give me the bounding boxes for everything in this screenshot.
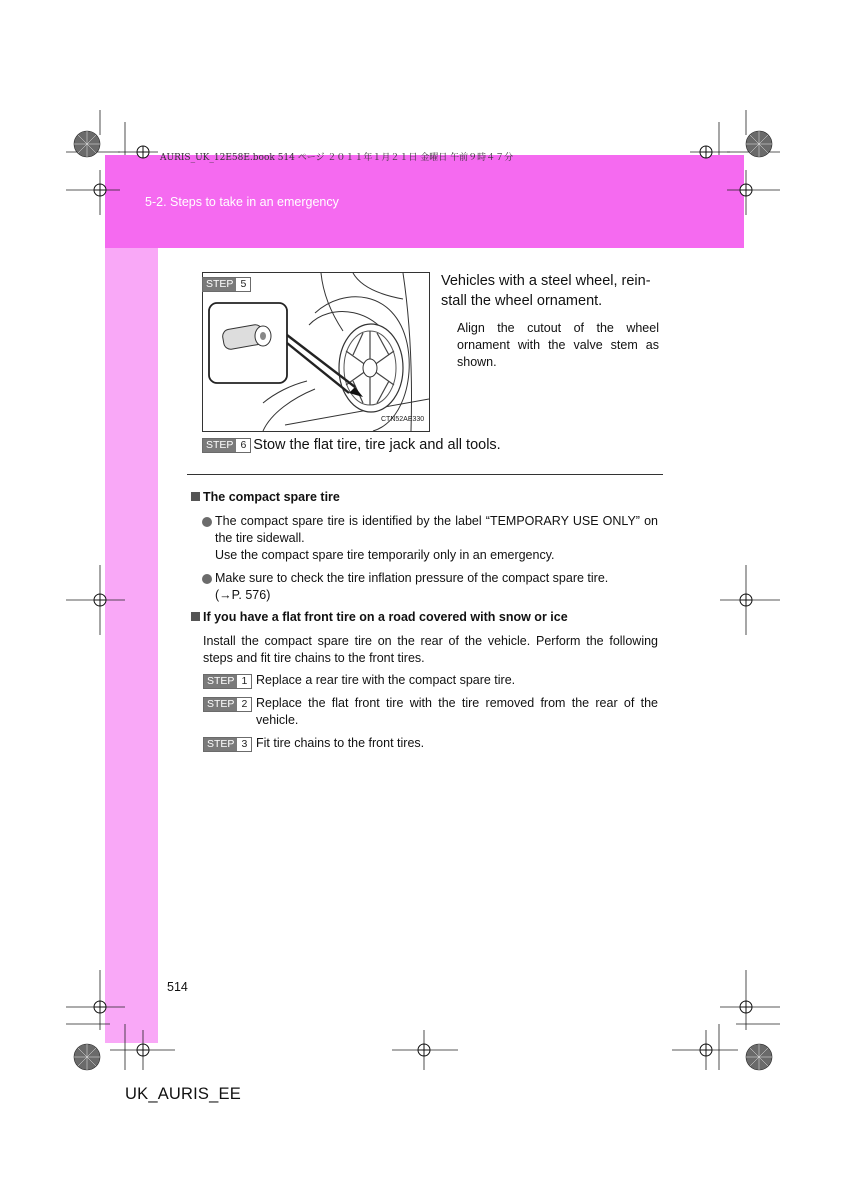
step-6-row	[202, 437, 501, 453]
flat-front-step	[203, 695, 658, 729]
step-number: 6	[240, 438, 247, 451]
flat-front-step	[203, 672, 658, 689]
flat-front-heading	[191, 610, 568, 624]
flat-front-step	[203, 735, 658, 752]
step-label: STEP	[204, 738, 237, 751]
figure-code: CTN52AE330	[381, 416, 425, 423]
step-label: STEP	[204, 698, 237, 711]
square-bullet-icon	[191, 492, 200, 501]
bullet-text: The compact spare tire is identified by the label “TEMPORARY USE ONLY” on the tire sidewall. Use the compact spare tire temporarily only in an emergency.	[215, 514, 658, 562]
bullet-dot-icon	[202, 517, 212, 527]
compact-spare-heading-text: The compact spare tire	[203, 490, 340, 504]
square-bullet-icon	[191, 612, 200, 621]
step-number: 3	[241, 738, 248, 750]
bullet-text: Make sure to check the tire inflation pressure of the compact spare tire. (→P. 576)	[215, 571, 609, 602]
flat-front-heading-text: If you have a flat front tire on a road covered with snow or ice	[203, 610, 568, 624]
compact-spare-bullet	[215, 570, 658, 604]
wheel-ornament-illustration	[203, 273, 429, 431]
step-5-badge	[202, 276, 251, 294]
step-label: STEP	[203, 439, 236, 452]
step-text: Fit tire chains to the front tires.	[256, 736, 425, 750]
section-title: 5-2. Steps to take in an emergency	[145, 195, 339, 209]
step-badge	[203, 674, 252, 689]
step-label: STEP	[203, 278, 236, 291]
bullet-dot-icon	[202, 574, 212, 584]
section-divider	[187, 474, 663, 475]
step-badge	[203, 737, 252, 752]
step-text: Replace the flat front tire with the tire removed from the rear of the vehicle.	[256, 696, 658, 727]
compact-spare-heading	[191, 490, 340, 504]
footer-code: UK_AURIS_EE	[125, 1085, 241, 1103]
step-number: 2	[241, 698, 248, 710]
step-number: 1	[241, 675, 248, 687]
wheel-ornament-figure	[202, 272, 430, 432]
flat-front-intro: Install the compact spare tire on the rear of the vehicle. Perform the following steps and fit tire chains to the front tires.	[203, 634, 658, 665]
step-text: Replace a rear tire with the compact spare tire.	[256, 673, 516, 687]
compact-spare-bullet	[215, 513, 658, 564]
step-6-badge	[202, 438, 251, 453]
page-number: 514	[167, 980, 188, 994]
step-5-heading: Vehicles with a steel wheel, rein-stall the wheel ornament.	[441, 273, 651, 309]
step-number: 5	[240, 278, 247, 291]
step-label: STEP	[204, 675, 237, 688]
step-6-text: Stow the flat tire, tire jack and all tools.	[253, 437, 501, 453]
file-info: AURIS_UK_12E58E.book 514 ページ ２０１１年１月２１日 金曜日 午前９時４７分	[160, 153, 514, 163]
step-5-note: Align the cutout of the wheel ornament with the valve stem as shown.	[457, 321, 659, 369]
step-badge	[203, 697, 252, 712]
